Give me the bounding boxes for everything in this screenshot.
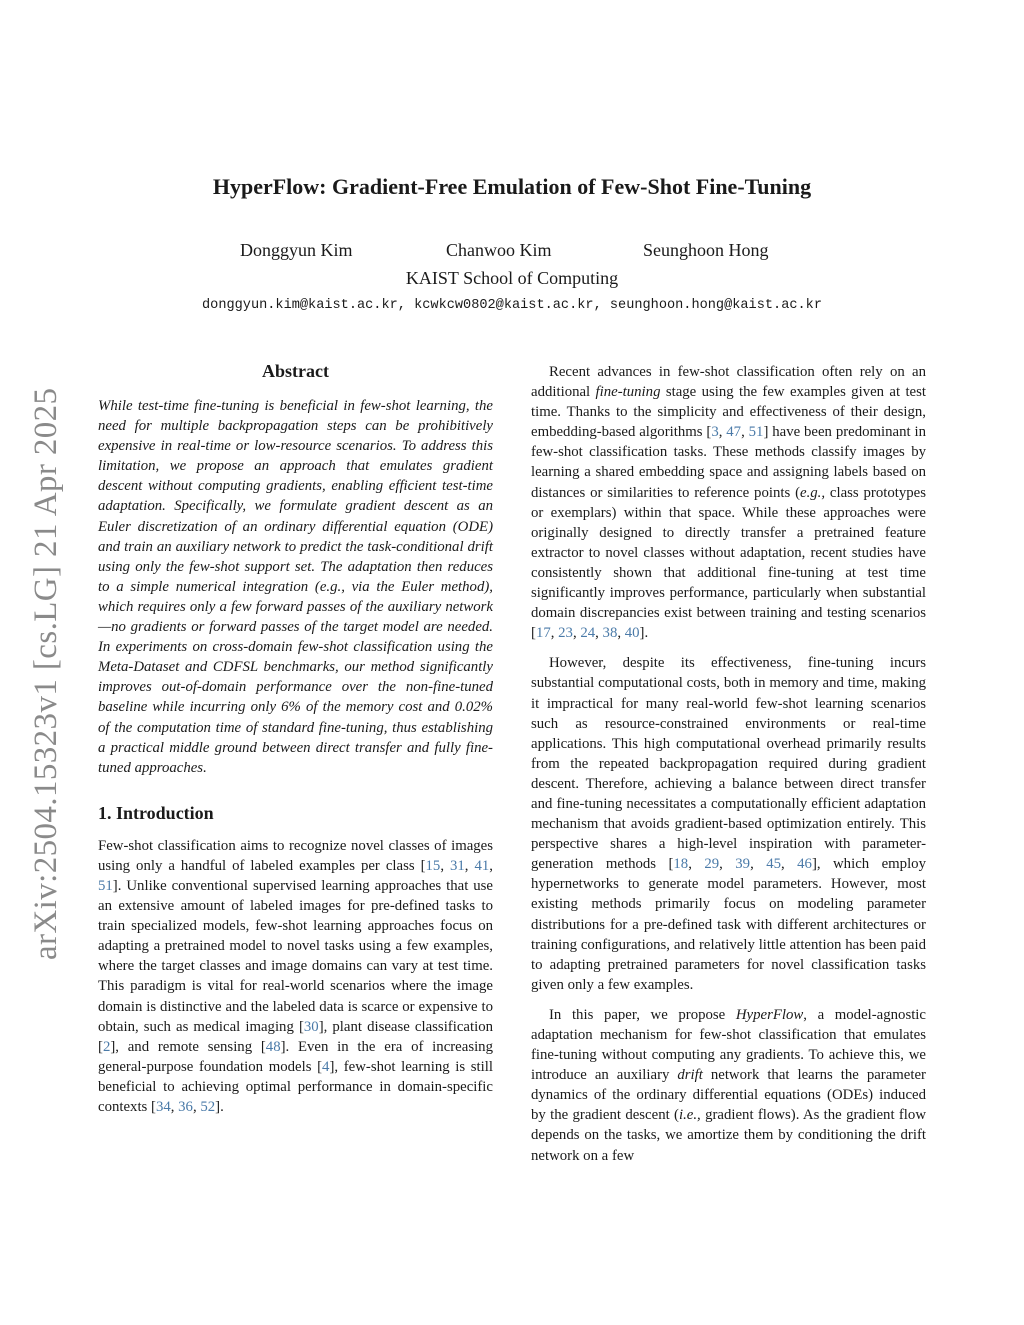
author-name: Donggyun Kim <box>240 240 353 260</box>
citation-link[interactable]: 4 <box>322 1058 330 1075</box>
emphasis-text: e.g., <box>800 484 826 501</box>
body-text: However, despite its effectiveness, fine-tuning incurs substantial computational costs, both in memory and time, making it impractical for many real-world few-shot learning scenarios such as resource-constrained environments or real-time applications. This high computational overhead primarily results from the repeated backpropagation required during gradient descent. Therefore, achieving a balance between direct transfer and fine-tuning necessitates a computationally efficient adaptation mechanism that avoids gradient-based optimization entirely. This perspective shares a high-level inspiration with parameter-generation methods [ <box>531 655 926 873</box>
body-text: , <box>550 625 559 642</box>
author-emails: donggyun.kim@kaist.ac.kr, kcwkcw0802@kaist.ac.kr, seunghoon.hong@kaist.ac.kr <box>202 298 822 313</box>
body-text: ]. <box>215 1099 224 1115</box>
body-text: In this paper, we propose <box>549 1006 736 1023</box>
body-text: ], plant disease classification [ <box>98 1018 493 1055</box>
citation-link[interactable]: 47 <box>726 424 742 441</box>
citation-link[interactable]: 18 <box>673 856 689 873</box>
citation-link[interactable]: 15 <box>425 857 441 874</box>
emphasis-text: drift <box>677 1067 703 1084</box>
body-text: , <box>617 625 625 642</box>
citation-link[interactable]: 30 <box>303 1018 319 1035</box>
abstract-text: While test-time fine-tuning is beneficial in few-shot learning, the need for multiple backpropagation steps can be prohibitively expensive in real-time or low-resource scenarios. To address this limitation, we propose an approach that emulates gradient descent without computing gradients, enabling efficient test-time adaptation. Specifically, we formulate gradient descent as an Euler discretization of an ordinary differential equation (ODE) and train an auxiliary network to predict the task-conditional drift using only the few-shot support set. The adaptation then reduces to a simple numerical integration (e.g., via the Euler method), which requires only a few forward passes of the auxiliary network—no gradients or forward passes of the target model are needed. In experiments on cross-domain few-shot classification using the Meta-Dataset and CDFSL benchmarks, our method significantly improves out-of-domain performance over the non-fine-tuned baseline while incurring only 6% of the memory cost and 0.02% of the computation time of standard fine-tuning, thus establishing a practical middle ground between direct transfer and fully fine-tuned approaches. <box>98 398 493 776</box>
citation-link[interactable]: 41 <box>474 857 490 874</box>
body-text: , <box>440 857 450 874</box>
left-column <box>98 360 493 1117</box>
author-name: Chanwoo Kim <box>446 240 552 260</box>
citation-link[interactable]: 3 <box>711 424 719 441</box>
body-text: , <box>781 856 798 873</box>
arxiv-identifier: arXiv:2504.15323v1 [cs.LG] 21 Apr 2025 <box>28 387 64 960</box>
body-text: class prototypes or exemplars) within that space. While these approaches were originally designed to directly transfer a pretrained feature extractor to novel classes without adaptation, recent studies have consistently shown that additional fine-tuning at test time significantly improves performance, particularly when substantial domain discrepancies exist between training and testing scenarios [ <box>531 484 926 642</box>
affiliation: KAIST School of Computing <box>405 268 619 288</box>
right-column <box>531 362 926 1166</box>
emphasis-text: i.e., <box>678 1107 701 1124</box>
body-text: , a model-agnostic adaptation mechanism for few-shot classification that emulates fine-tuning without computing any gradients. To achieve this, we introduce an auxiliary <box>531 1006 926 1084</box>
body-text: , <box>595 625 603 642</box>
body-text: ], few-shot learning is still beneficial to achieving optimal performance in domain-specific contexts [ <box>98 1058 493 1115</box>
body-text: stage using the few examples given at test time. Thanks to the simplicity and effectiveness of their design, embedding-based algorithms [ <box>531 384 926 441</box>
body-text: , <box>750 856 767 873</box>
citation-link[interactable]: 24 <box>580 625 596 642</box>
body-text: ], and remote sensing [ <box>110 1038 266 1055</box>
body-text: ], which employ hypernetworks to generate model parameters. However, most existing methods primarily focus on modeling parameter distributions for a pre-defined task with different architectures or training configurations, and relatively little attention has been paid to adapting pretrained parameters for novel classification tasks given only a few examples. <box>531 856 926 993</box>
body-text: ] have been predominant in few-shot classification tasks. These methods classify images by learning a shared embedding space and assigning labels based on distances or similarities to reference points ( <box>531 424 926 501</box>
intro-paragraph-3 <box>531 653 926 995</box>
citation-link[interactable]: 46 <box>797 856 812 873</box>
intro-paragraph-1 <box>98 836 493 1117</box>
body-text: , <box>489 857 493 874</box>
body-text: Few-shot classification aims to recognize novel classes of images using only a handful of labeled examples per class [ <box>98 837 493 874</box>
body-text: Recent advances in few-shot classification often rely on an additional <box>531 364 926 401</box>
citation-link[interactable]: 2 <box>102 1038 111 1055</box>
paper-title: HyperFlow: Gradient-Free Emulation of Few-Shot Fine-Tuning <box>212 174 812 199</box>
citation-link[interactable]: 34 <box>155 1099 171 1115</box>
citation-link[interactable]: 45 <box>766 856 781 873</box>
citation-link[interactable]: 40 <box>624 625 640 642</box>
citation-link[interactable]: 31 <box>450 857 465 874</box>
citation-link[interactable]: 52 <box>200 1099 216 1115</box>
body-text: ]. Unlike conventional supervised learning approaches that use an extensive amount of labeled images for pre-defined tasks to train specialized models, few-shot learning approaches focus on adapting a pretrained model to novel tasks using a few examples, where the target classes and image domains can vary at test time. This paradigm is vital for real-world scenarios where the image domain is distinctive and the labeled data is scarce or expensive to obtain, such as medical imaging [ <box>98 877 493 1035</box>
body-text: ]. <box>639 625 649 642</box>
citation-link[interactable]: 51 <box>748 424 764 441</box>
intro-paragraph-4 <box>531 1005 926 1166</box>
citation-link[interactable]: 38 <box>602 625 618 642</box>
body-text: , <box>192 1099 201 1115</box>
body-text: , <box>718 424 727 441</box>
body-text: gradient flows). As the gradient flow depends on the tasks, we amortize them by conditioning the drift network on a few <box>531 1107 927 1164</box>
citation-link[interactable]: 51 <box>98 877 113 894</box>
body-text: network that learns the parameter dynamics of the ordinary differential equations (ODEs) induced by the gradient descent ( <box>531 1067 926 1124</box>
body-text: ]. Even in the era of increasing general-purpose foundation models [ <box>98 1038 493 1075</box>
intro-paragraph-2 <box>531 362 926 643</box>
citation-link[interactable]: 48 <box>265 1038 281 1055</box>
citation-link[interactable]: 36 <box>178 1099 193 1115</box>
emphasis-text: fine-tuning <box>595 384 661 401</box>
body-text: , <box>688 856 705 873</box>
abstract-heading: Abstract <box>262 361 329 381</box>
citation-link[interactable]: 29 <box>704 856 720 873</box>
citation-link[interactable]: 17 <box>535 625 551 642</box>
body-text: , <box>170 1099 179 1115</box>
body-text: , <box>464 857 475 874</box>
author-name: Seunghoon Hong <box>643 240 769 260</box>
body-text: , <box>741 424 749 441</box>
citation-link[interactable]: 39 <box>735 856 751 873</box>
body-text: , <box>572 625 581 642</box>
emphasis-text: HyperFlow <box>735 1006 804 1023</box>
body-text: , <box>719 856 736 873</box>
author-list <box>0 240 1024 266</box>
citation-link[interactable]: 23 <box>558 625 573 642</box>
section-heading-introduction: 1. Introduction <box>98 802 214 823</box>
